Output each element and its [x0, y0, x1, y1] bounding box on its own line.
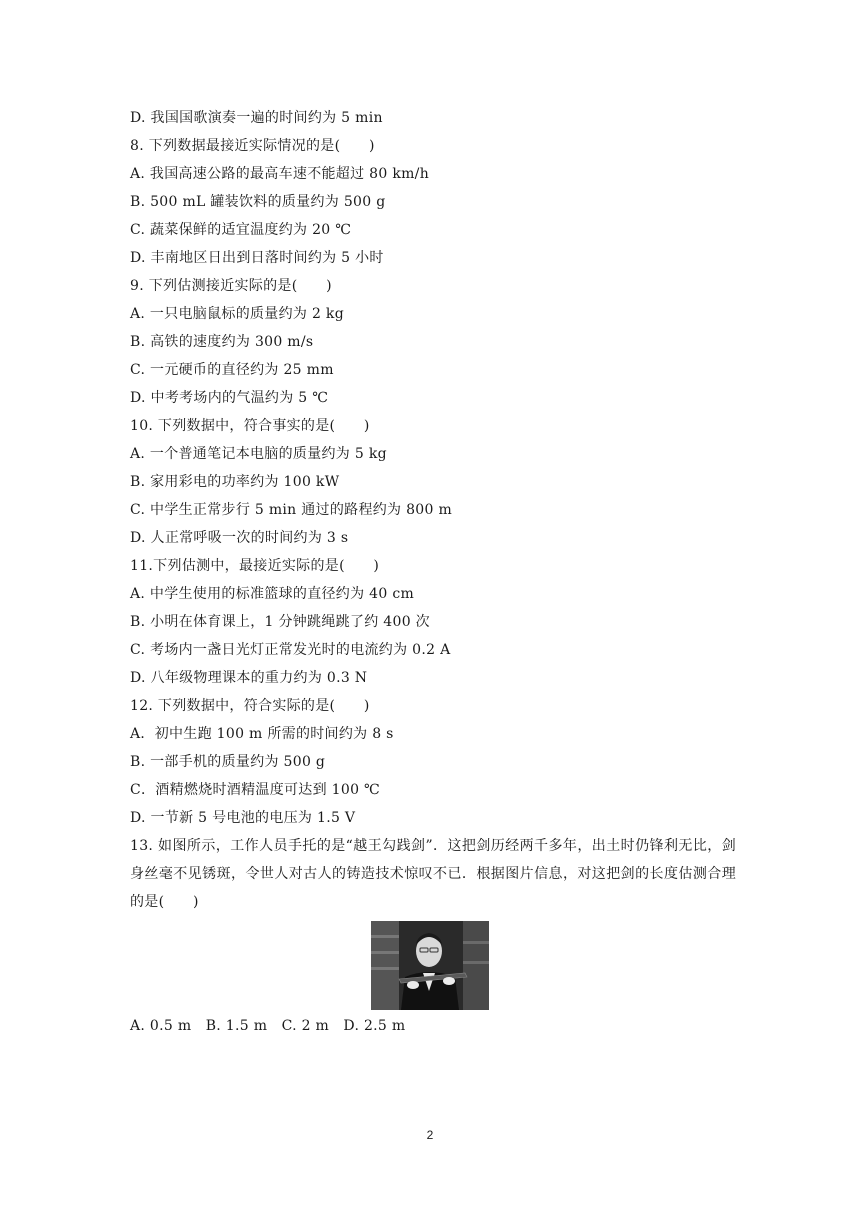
q12-option-a: A．初中生跑 100 m 所需的时间约为 8 s	[130, 726, 394, 742]
sword-photo	[371, 921, 489, 1010]
q11-option-b: B. 小明在体育课上，1 分钟跳绳跳了约 400 次	[130, 614, 430, 630]
q12-stem: 12. 下列数据中，符合实际的是( )	[130, 698, 370, 714]
q9-option-c: C. 一元硬币的直径约为 25 mm	[130, 362, 334, 378]
q12-option-c: C．酒精燃烧时酒精温度可达到 100 ℃	[130, 782, 380, 798]
q9-stem: 9. 下列估测接近实际的是( )	[130, 278, 332, 294]
q12-option-b: B. 一部手机的质量约为 500 g	[130, 754, 326, 770]
q8-option-b: B. 500 mL 罐装饮料的质量约为 500 g	[130, 194, 386, 210]
q11-option-a: A. 中学生使用的标准篮球的直径约为 40 cm	[130, 586, 415, 602]
q8-stem: 8. 下列数据最接近实际情况的是( )	[130, 138, 375, 154]
q10-option-c: C. 中学生正常步行 5 min 通过的路程约为 800 m	[130, 502, 453, 518]
q13-stem: 13. 如图所示，工作人员手托的是“越王勾践剑”．这把剑历经两千多年，出土时仍锋利无比，剑身丝毫不见锈斑，令世人对古人的铸造技术惊叹不已．根据图片信息，对这把剑的长度估测合理的是( )	[130, 838, 736, 910]
q11-option-c: C. 考场内一盏日光灯正常发光时的电流约为 0.2 A	[130, 642, 451, 658]
q8-option-a: A. 我国高速公路的最高车速不能超过 80 km/h	[130, 166, 430, 182]
q10-option-b: B. 家用彩电的功率约为 100 kW	[130, 474, 340, 490]
q11-stem: 11.下列估测中，最接近实际的是( )	[130, 558, 380, 574]
q10-option-a: A. 一个普通笔记本电脑的质量约为 5 kg	[130, 446, 387, 462]
q10-option-d: D. 人正常呼吸一次的时间约为 3 s	[130, 530, 349, 546]
q9-option-d: D. 中考考场内的气温约为 5 ℃	[130, 390, 329, 406]
q13-options: A. 0.5 m B. 1.5 m C. 2 m D. 2.5 m	[130, 1018, 406, 1034]
q9-option-b: B. 高铁的速度约为 300 m/s	[130, 334, 314, 350]
q12-option-d: D. 一节新 5 号电池的电压为 1.5 V	[130, 810, 356, 826]
q10-stem: 10. 下列数据中，符合事实的是( )	[130, 418, 370, 434]
q11-option-d: D. 八年级物理课本的重力约为 0.3 N	[130, 670, 368, 686]
page-number: 2	[426, 1128, 434, 1142]
q7-option-d: D. 我国国歌演奏一遍的时间约为 5 min	[130, 110, 383, 126]
q8-option-d: D. 丰南地区日出到日落时间约为 5 小时	[130, 250, 384, 266]
q9-option-a: A. 一只电脑鼠标的质量约为 2 kg	[130, 306, 344, 322]
q8-option-c: C. 蔬菜保鲜的适宜温度约为 20 ℃	[130, 222, 352, 238]
